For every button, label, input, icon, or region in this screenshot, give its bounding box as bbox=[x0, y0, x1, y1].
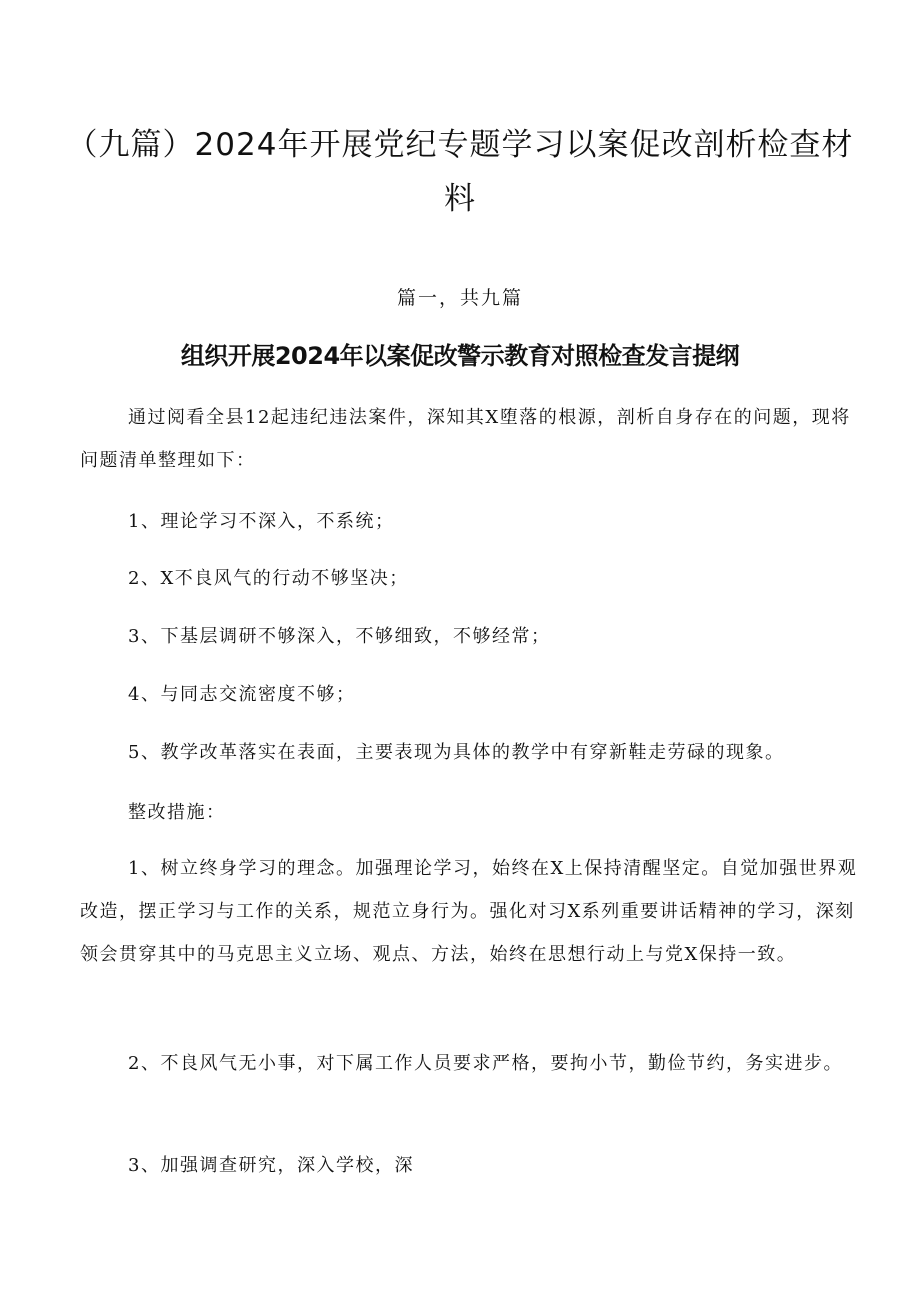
measure-item-2: 2、不良风气无小事，对下属工作人员要求严格，要拘小节，勤俭节约，务实进步。 bbox=[128, 1053, 843, 1074]
measure-item-3: 3、加强调查研究，深入学校，深 bbox=[128, 1155, 414, 1176]
part-label: 篇一，共九篇 bbox=[396, 287, 523, 309]
section-title: 组织开展2024年以案促改警示教育对照检查发言提纲 bbox=[180, 342, 740, 370]
document-title: （九篇）2024年开展党纪专题学习以案促改剖析检查材料 bbox=[66, 127, 854, 217]
problem-item-4: 4、与同志交流密度不够； bbox=[128, 684, 356, 705]
intro-paragraph: 通过阅看全县12起违纪违法案件，深知其X堕落的根源，剖析自身存在的问题，现将问题清单整理如下： bbox=[80, 407, 851, 471]
problem-item-5: 5、教学改革落实在表面，主要表现为具体的教学中有穿新鞋走劳碌的现象。 bbox=[128, 742, 785, 763]
measure-item-1: 1、树立终身学习的理念。加强理论学习，始终在X上保持清醒坚定。自觉加强世界观改造，摆正学习与工作的关系，规范立身行为。强化对习X系列重要讲话精神的学习，深刻领会贯穿其中的马克思主义立场、观点、方法，始终在思想行动上与党X保持一致。 bbox=[80, 858, 858, 965]
problem-item-1: 1、理论学习不深入，不系统； bbox=[128, 511, 395, 532]
problem-item-3: 3、下基层调研不够深入，不够细致，不够经常； bbox=[128, 626, 551, 647]
problem-item-2: 2、X不良风气的行动不够坚决； bbox=[128, 568, 409, 589]
measures-heading: 整改措施： bbox=[128, 802, 226, 823]
